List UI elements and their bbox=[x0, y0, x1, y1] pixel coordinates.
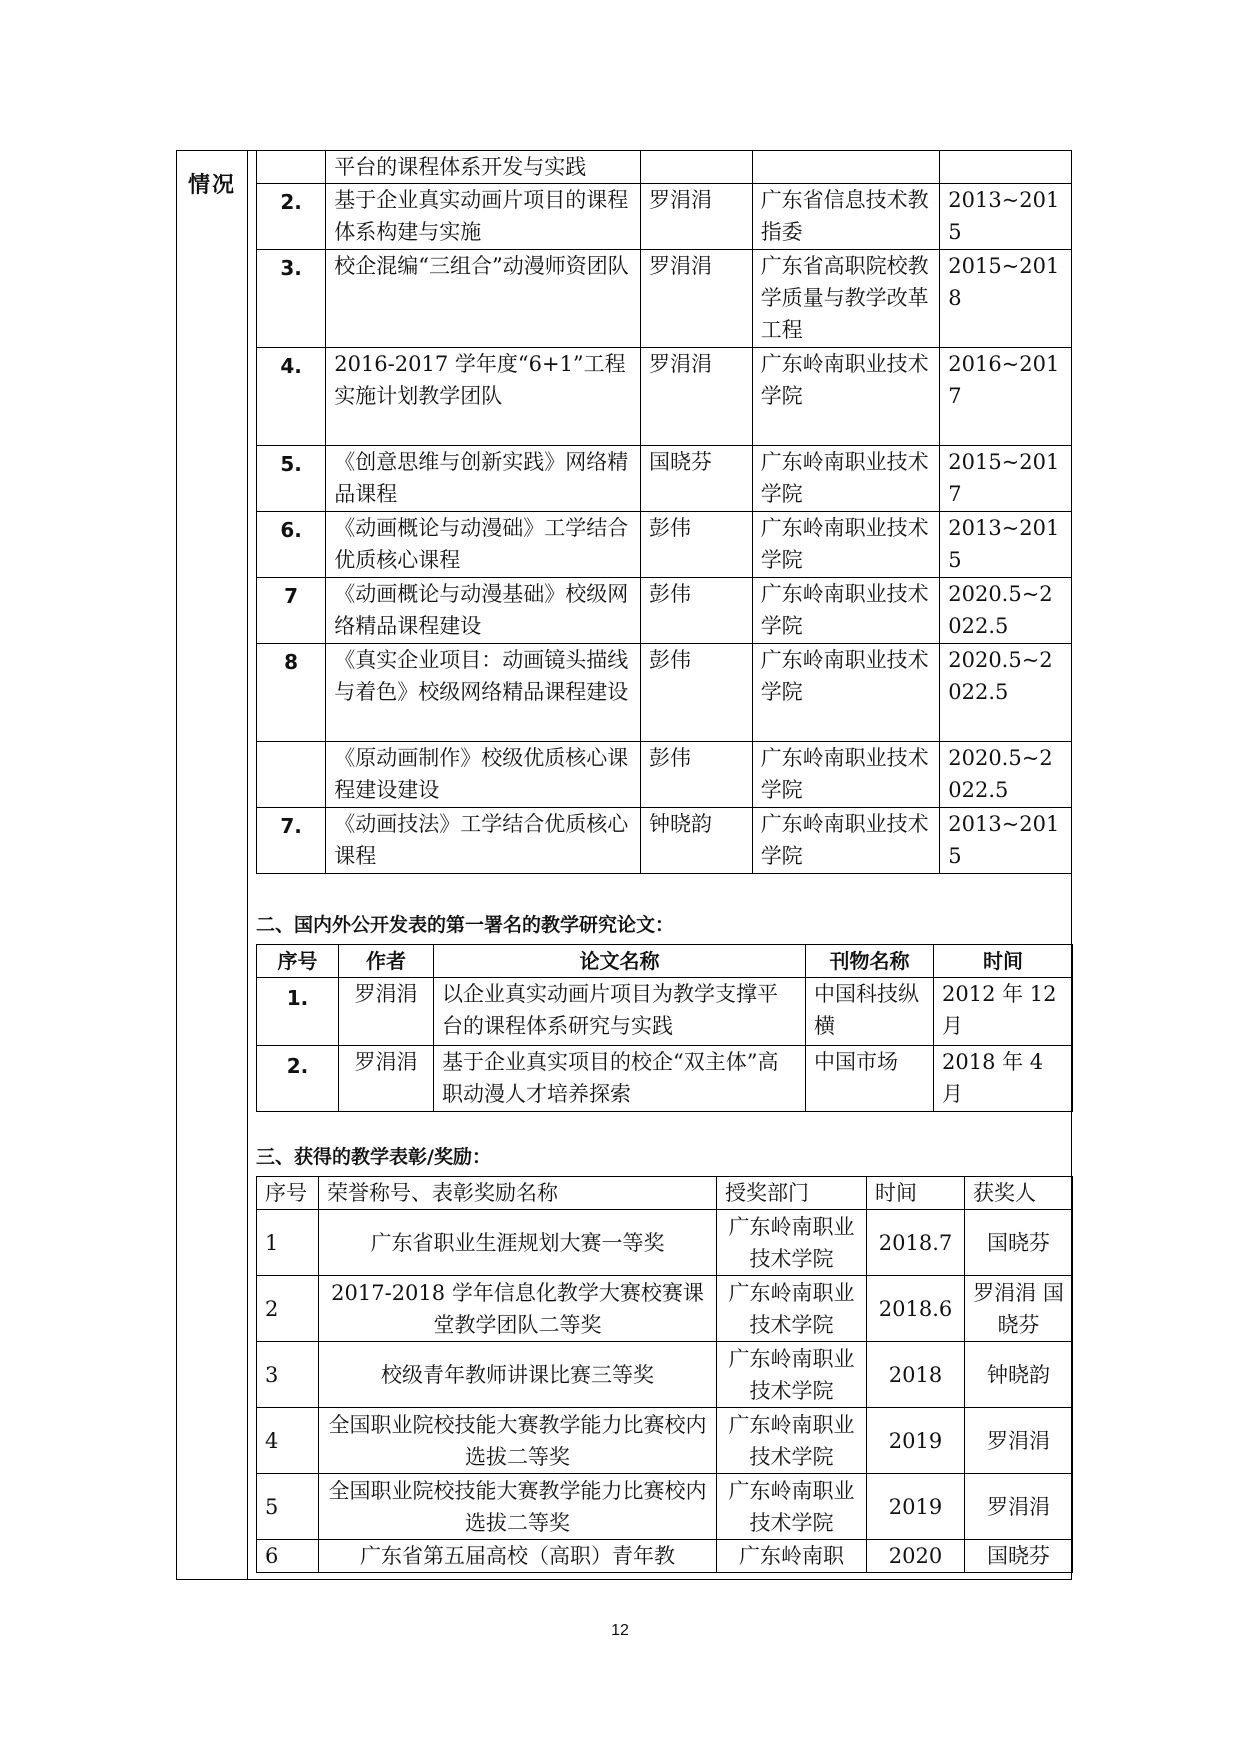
table-row bbox=[257, 808, 1072, 874]
table-row bbox=[257, 250, 1072, 348]
award-time: 2018.6 bbox=[867, 1276, 965, 1342]
project-period: 2013~2015 bbox=[940, 512, 1072, 578]
table-row bbox=[257, 184, 1072, 250]
project-person: 彭伟 bbox=[641, 512, 753, 578]
project-name: 《真实企业项目：动画镜头描线与着色》校级网络精品课程建设 bbox=[326, 644, 641, 742]
project-person bbox=[641, 151, 753, 184]
project-person: 钟晓韵 bbox=[641, 808, 753, 874]
project-num: 7 bbox=[257, 578, 326, 644]
table-row bbox=[257, 1408, 1073, 1474]
header-journal: 刊物名称 bbox=[806, 945, 934, 978]
project-num: 8 bbox=[257, 644, 326, 742]
paper-journal: 中国科技纵横 bbox=[806, 978, 934, 1046]
project-person: 罗涓涓 bbox=[641, 348, 753, 446]
award-name: 广东省第五届高校（高职）青年教 bbox=[319, 1540, 717, 1573]
paper-author: 罗涓涓 bbox=[339, 978, 434, 1046]
project-period: 2020.5~2022.5 bbox=[940, 644, 1072, 742]
header-dept: 授奖部门 bbox=[717, 1177, 867, 1210]
project-period: 2015~2017 bbox=[940, 446, 1072, 512]
table-row bbox=[257, 1474, 1073, 1540]
project-num: 5. bbox=[257, 446, 326, 512]
project-person: 彭伟 bbox=[641, 644, 753, 742]
award-time: 2019 bbox=[867, 1408, 965, 1474]
award-winner: 钟晓韵 bbox=[965, 1342, 1073, 1408]
project-period: 2013~2015 bbox=[940, 184, 1072, 250]
project-period bbox=[940, 151, 1072, 184]
project-name: 基于企业真实动画片项目的课程体系构建与实施 bbox=[326, 184, 641, 250]
paper-author: 罗涓涓 bbox=[339, 1046, 434, 1112]
award-dept: 广东岭南职业技术学院 bbox=[717, 1408, 867, 1474]
project-period: 2015~2018 bbox=[940, 250, 1072, 348]
project-org: 广东岭南职业技术学院 bbox=[752, 742, 940, 808]
project-num: 7. bbox=[257, 808, 326, 874]
award-dept: 广东岭南职业技术学院 bbox=[717, 1276, 867, 1342]
awards-header-row bbox=[257, 1177, 1073, 1210]
project-org: 广东省信息技术教指委 bbox=[752, 184, 940, 250]
paper-time: 2018 年 4 月 bbox=[934, 1046, 1073, 1112]
award-dept: 广东岭南职业技术学院 bbox=[717, 1210, 867, 1276]
project-person: 彭伟 bbox=[641, 742, 753, 808]
project-org: 广东岭南职业技术学院 bbox=[752, 446, 940, 512]
header-winner: 获奖人 bbox=[965, 1177, 1073, 1210]
papers-header-row bbox=[257, 945, 1073, 978]
table-row bbox=[257, 1540, 1073, 1573]
header-time: 时间 bbox=[867, 1177, 965, 1210]
table-row bbox=[257, 348, 1072, 446]
project-org: 广东省高职院校教学质量与教学改革工程 bbox=[752, 250, 940, 348]
award-name: 校级青年教师讲课比赛三等奖 bbox=[319, 1342, 717, 1408]
award-num: 4 bbox=[257, 1408, 319, 1474]
project-org: 广东岭南职业技术学院 bbox=[752, 512, 940, 578]
project-org: 广东岭南职业技术学院 bbox=[752, 348, 940, 446]
award-time: 2019 bbox=[867, 1474, 965, 1540]
award-num: 6 bbox=[257, 1540, 319, 1573]
project-org: 广东岭南职业技术学院 bbox=[752, 644, 940, 742]
table-row bbox=[257, 446, 1072, 512]
papers-table bbox=[256, 944, 1073, 1112]
award-name: 全国职业院校技能大赛教学能力比赛校内选拔二等奖 bbox=[319, 1408, 717, 1474]
projects-table bbox=[256, 150, 1072, 874]
project-name: 平台的课程体系开发与实践 bbox=[326, 151, 641, 184]
table-row bbox=[257, 978, 1073, 1046]
award-winner: 国晓芬 bbox=[965, 1540, 1073, 1573]
award-time: 2018 bbox=[867, 1342, 965, 1408]
award-winner: 国晓芬 bbox=[965, 1210, 1073, 1276]
project-name: 《创意思维与创新实践》网络精品课程 bbox=[326, 446, 641, 512]
side-label-text: 情况 bbox=[188, 173, 237, 198]
award-winner: 罗涓涓 bbox=[965, 1474, 1073, 1540]
award-dept: 广东岭南职 bbox=[717, 1540, 867, 1573]
award-winner: 罗涓涓 国晓芬 bbox=[965, 1276, 1073, 1342]
project-num bbox=[257, 742, 326, 808]
project-num: 3. bbox=[257, 250, 326, 348]
award-num: 5 bbox=[257, 1474, 319, 1540]
table-row bbox=[257, 1210, 1073, 1276]
paper-journal: 中国市场 bbox=[806, 1046, 934, 1112]
header-num: 序号 bbox=[257, 1177, 319, 1210]
award-num: 3 bbox=[257, 1342, 319, 1408]
project-org: 广东岭南职业技术学院 bbox=[752, 808, 940, 874]
table-row bbox=[257, 1342, 1073, 1408]
award-time: 2020 bbox=[867, 1540, 965, 1573]
table-row bbox=[257, 1276, 1073, 1342]
project-period: 2013~2015 bbox=[940, 808, 1072, 874]
project-person: 罗涓涓 bbox=[641, 250, 753, 348]
project-num: 4. bbox=[257, 348, 326, 446]
award-time: 2018.7 bbox=[867, 1210, 965, 1276]
award-dept: 广东岭南职业技术学院 bbox=[717, 1474, 867, 1540]
project-period: 2020.5~2022.5 bbox=[940, 578, 1072, 644]
header-award-name: 荣誉称号、表彰奖励名称 bbox=[319, 1177, 717, 1210]
header-time: 时间 bbox=[934, 945, 1073, 978]
awards-section-title: 三、获得的教学表彰/奖励： bbox=[256, 1146, 491, 1168]
papers-section-title: 二、国内外公开发表的第一署名的教学研究论文： bbox=[256, 914, 675, 936]
table-row bbox=[257, 151, 1072, 184]
project-num: 6. bbox=[257, 512, 326, 578]
table-row bbox=[257, 742, 1072, 808]
page-number: 12 bbox=[611, 1622, 629, 1639]
project-period: 2020.5~2022.5 bbox=[940, 742, 1072, 808]
award-winner: 罗涓涓 bbox=[965, 1408, 1073, 1474]
paper-num: 2. bbox=[257, 1046, 339, 1112]
paper-num: 1. bbox=[257, 978, 339, 1046]
table-row bbox=[257, 512, 1072, 578]
project-person: 国晓芬 bbox=[641, 446, 753, 512]
award-num: 2 bbox=[257, 1276, 319, 1342]
project-name: 校企混编“三组合”动漫师资团队 bbox=[326, 250, 641, 348]
project-org: 广东岭南职业技术学院 bbox=[752, 578, 940, 644]
table-row bbox=[257, 1046, 1073, 1112]
project-name: 《动画技法》工学结合优质核心课程 bbox=[326, 808, 641, 874]
project-person: 罗涓涓 bbox=[641, 184, 753, 250]
side-label-cell bbox=[176, 150, 248, 1580]
paper-title: 基于企业真实项目的校企“双主体”高职动漫人才培养探索 bbox=[434, 1046, 806, 1112]
header-title: 论文名称 bbox=[434, 945, 806, 978]
project-name: 《动画概论与动漫础》工学结合优质核心课程 bbox=[326, 512, 641, 578]
project-name: 《原动画制作》校级优质核心课程建设建设 bbox=[326, 742, 641, 808]
award-name: 2017-2018 学年信息化教学大赛校赛课堂教学团队二等奖 bbox=[319, 1276, 717, 1342]
table-row bbox=[257, 578, 1072, 644]
award-name: 全国职业院校技能大赛教学能力比赛校内选拔二等奖 bbox=[319, 1474, 717, 1540]
project-org bbox=[752, 151, 940, 184]
table-row bbox=[257, 644, 1072, 742]
award-num: 1 bbox=[257, 1210, 319, 1276]
award-name: 广东省职业生涯规划大赛一等奖 bbox=[319, 1210, 717, 1276]
award-dept: 广东岭南职业技术学院 bbox=[717, 1342, 867, 1408]
awards-table bbox=[256, 1176, 1073, 1573]
project-name: 《动画概论与动漫基础》校级网络精品课程建设 bbox=[326, 578, 641, 644]
project-num: 2. bbox=[257, 184, 326, 250]
project-period: 2016~2017 bbox=[940, 348, 1072, 446]
header-num: 序号 bbox=[257, 945, 339, 978]
paper-time: 2012 年 12 月 bbox=[934, 978, 1073, 1046]
header-author: 作者 bbox=[339, 945, 434, 978]
paper-title: 以企业真实动画片项目为教学支撑平台的课程体系研究与实践 bbox=[434, 978, 806, 1046]
project-num bbox=[257, 151, 326, 184]
project-name: 2016-2017 学年度“6+1”工程实施计划教学团队 bbox=[326, 348, 641, 446]
project-person: 彭伟 bbox=[641, 578, 753, 644]
